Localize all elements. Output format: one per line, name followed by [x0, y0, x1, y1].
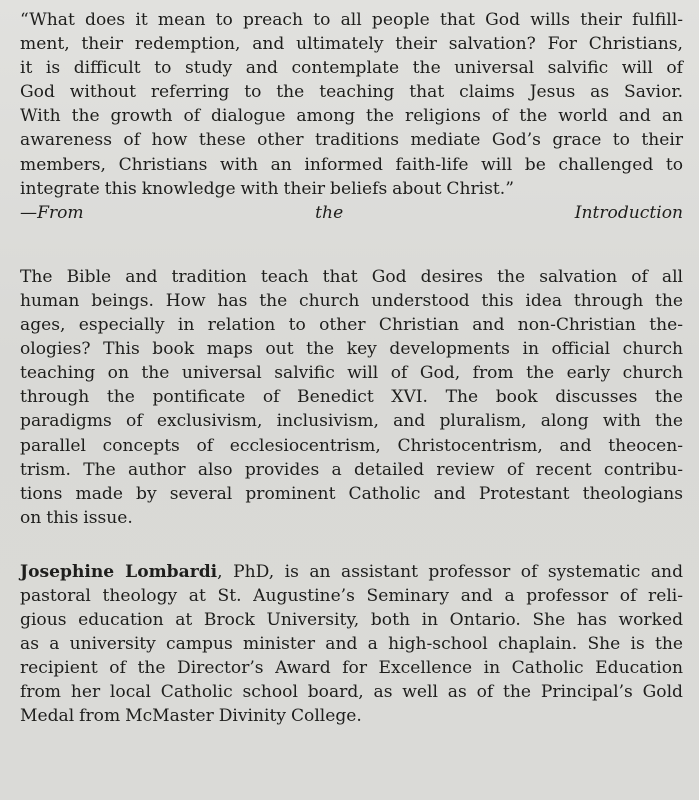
section-gap [20, 530, 683, 560]
bio-first-line [20, 560, 683, 584]
bio-line: recipient of the Director’s Award for Excellence in Catholic Education [20, 658, 684, 679]
book-description [20, 265, 683, 530]
quote-line: members, Christians with an informed faith-life will be challenged to [20, 154, 684, 175]
quote-attribution: —From the Introduction [20, 202, 683, 223]
description-line: through the pontificate of Benedict XVI. The book discusses the [20, 387, 683, 408]
quote-line: ment, their redemption, and ultimately their salvation? For Christians, [20, 34, 683, 55]
introduction-quote [20, 8, 683, 225]
description-line: parallel concepts of ecclesiocentrism, Christocentrism, and theocen- [20, 435, 684, 456]
bio-first-line-rest: , PhD, is an assistant professor of systematic and [217, 561, 684, 582]
description-line: paradigms of exclusivism, inclusivism, and pluralism, along with the [20, 411, 684, 432]
quote-line: it is difficult to study and contemplate the universal salvific will of [20, 58, 683, 79]
quote-line: God without referring to the teaching that claims Jesus as Savior. [20, 82, 684, 103]
quote-line: integrate this knowledge with their beliefs about Christ.” [20, 178, 514, 199]
author-bio [20, 560, 683, 729]
bio-line: Medal from McMaster Divinity College. [20, 706, 362, 727]
author-name: Josephine Lombardi [20, 561, 218, 582]
quote-line: “What does it mean to preach to all people that God wills their fulfill- [20, 10, 683, 30]
description-line: ages, especially in relation to other Christian and non-Christian the- [20, 315, 683, 336]
description-line: human beings. How has the church understood this idea through the [20, 290, 684, 311]
description-line: teaching on the universal salvific will of God, from the early church [20, 363, 683, 384]
bio-line: gious education at Brock University, both in Ontario. She has worked [20, 610, 684, 631]
quote-line: With the growth of dialogue among the religions of the world and an [20, 106, 684, 127]
description-line: trism. The author also provides a detailed review of recent contribu- [20, 459, 683, 480]
bio-line: from her local Catholic school board, as well as of the Principal’s Gold [20, 682, 683, 703]
description-line: on this issue. [20, 507, 133, 528]
description-line: The Bible and tradition teach that God desires the salvation of all [20, 266, 684, 287]
description-line: ologies? This book maps out the key developments in official church [20, 339, 684, 360]
section-gap [20, 225, 683, 265]
description-line: tions made by several prominent Catholic and Protestant theologians [20, 483, 683, 504]
bio-line: pastoral theology at St. Augustine’s Seminary and a professor of reli- [20, 585, 684, 606]
quote-line: awareness of how these other traditions mediate God’s grace to their [20, 130, 684, 151]
bio-line: as a university campus minister and a high-school chaplain. She is the [20, 634, 683, 655]
